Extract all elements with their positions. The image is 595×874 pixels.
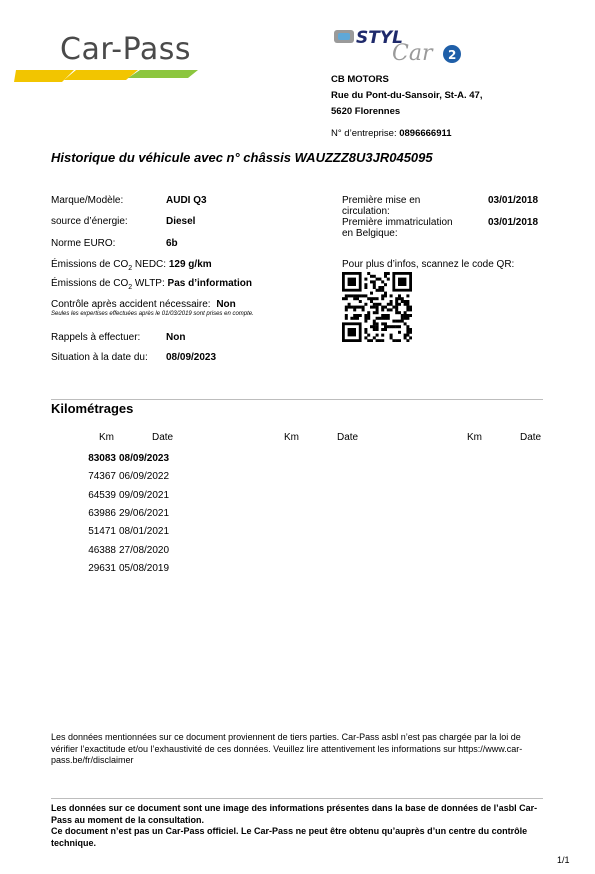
nedc-value: 129 g/km [168, 259, 212, 270]
recall-value: Non [166, 332, 186, 343]
nedc-label-b: NEDC: [132, 259, 167, 270]
dealer-address-line2: 5620 Florennes [331, 106, 401, 117]
col-km-3: Km [467, 432, 482, 443]
col-date-2: Date [337, 432, 359, 443]
km-value: 29631 [88, 562, 116, 574]
mileage-divider [51, 399, 543, 400]
first-reg-label [342, 195, 420, 217]
energy-value: Diesel [166, 216, 196, 227]
km-value: 51471 [88, 526, 116, 538]
km-value: 83083 [88, 453, 116, 464]
enterprise-label: N° d’entreprise: [331, 128, 397, 139]
col-km-1: Km [99, 432, 114, 443]
nedc-label-a: Émissions de CO [51, 259, 129, 270]
wltp-label-a: Émissions de CO [51, 278, 129, 289]
table-row [51, 508, 231, 522]
first-reg-value: 03/01/2018 [488, 195, 539, 206]
situation-value: 08/09/2023 [166, 352, 217, 363]
qr-code[interactable] [342, 272, 412, 342]
svg-text:STYL: STYL [356, 28, 403, 48]
footer-divider [51, 798, 543, 799]
energy-label: source d’énergie: [51, 216, 128, 227]
accident-value: Non [216, 299, 236, 310]
enterprise-number: 0896666911 [399, 128, 452, 139]
table-row [51, 471, 231, 485]
table-row [51, 526, 231, 540]
accident-note: Seules les expertises effectuées après le 01/03/2019 sont prises en compte. [51, 311, 254, 317]
page-number: 1/1 [557, 855, 570, 865]
mileage-heading: Kilométrages [51, 401, 134, 416]
table-row [51, 490, 231, 504]
date-value: 06/09/2022 [119, 471, 170, 483]
be-reg-label-2: en Belgique: [342, 228, 398, 239]
accident-row [51, 299, 236, 310]
dealer-name: CB MOTORS [331, 74, 389, 85]
accident-label: Contrôle après accident nécessaire: [51, 299, 211, 310]
wltp-value: Pas d’information [167, 278, 252, 289]
date-value: 27/08/2020 [119, 544, 170, 556]
table-row [51, 545, 231, 559]
dealer-logo [330, 26, 470, 66]
carpass-logo [14, 32, 199, 88]
wltp-label-sub: 2 [128, 284, 133, 291]
date-value: 05/08/2019 [119, 562, 170, 574]
make-model-label: Marque/Modèle: [51, 195, 124, 206]
first-reg-label-1: Première mise en [342, 195, 421, 206]
situation-label: Situation à la date du: [51, 352, 148, 363]
euro-value: 6b [166, 238, 178, 249]
be-reg-value: 03/01/2018 [488, 217, 539, 228]
km-value: 74367 [88, 471, 116, 483]
nedc-row [51, 259, 212, 272]
dealer-logo-graphic [330, 26, 470, 66]
qr-label: Pour plus d’infos, scannez le code QR: [342, 259, 515, 270]
dealer-enterprise [331, 128, 452, 139]
km-value: 64539 [88, 489, 116, 501]
col-date-1: Date [152, 432, 174, 443]
disclaimer-text: Les données mentionnées sur ce document proviennent de tiers parties. Car-Pass asbl n’est pas chargée par la loi de vérifier l’exactitude et/ou l’exhaustivité de ces données. Veuillez lire attentivement les informations sur https://www.car-pass.be/fr/disclaimer [51, 732, 523, 765]
dealer-address-line1: Rue du Pont-du-Sansoir, St-A. 47, [331, 90, 483, 101]
carpass-logo-text: Car-Pass [60, 32, 191, 67]
date-value: 08/01/2021 [119, 526, 170, 538]
table-row [51, 453, 231, 467]
col-km-2: Km [284, 432, 299, 443]
be-reg-label-1: Première immatriculation [342, 217, 453, 228]
table-row [51, 563, 231, 577]
make-model-value: AUDI Q3 [166, 195, 207, 206]
date-value: 08/09/2023 [119, 453, 170, 464]
date-value: 09/09/2021 [119, 489, 170, 501]
footer-text-1: Les données sur ce document sont une image des informations présentes dans la base de données de l’asbl Car-Pass au moment de la consultation. [51, 803, 538, 825]
nedc-label-sub: 2 [128, 265, 133, 272]
page-title: Historique du véhicule avec n° châssis WAUZZZ8U3JR045095 [51, 150, 433, 165]
wltp-row [51, 278, 252, 291]
recall-label: Rappels à effectuer: [51, 332, 141, 343]
km-value: 46388 [88, 544, 116, 556]
euro-label: Norme EURO: [51, 238, 116, 249]
footer-text-2: Ce document n’est pas un Car-Pass officiel. Le Car-Pass ne peut être obtenu qu’auprès d’un centre du contrôle technique. [51, 826, 528, 848]
first-reg-label-2: circulation: [342, 206, 390, 217]
wltp-label-b: WLTP: [132, 278, 165, 289]
be-reg-label [342, 217, 453, 239]
col-date-3: Date [520, 432, 542, 443]
svg-text:2: 2 [448, 48, 457, 62]
svg-text:Car: Car [392, 41, 433, 66]
date-value: 29/06/2021 [119, 507, 170, 519]
km-value: 63986 [88, 507, 116, 519]
